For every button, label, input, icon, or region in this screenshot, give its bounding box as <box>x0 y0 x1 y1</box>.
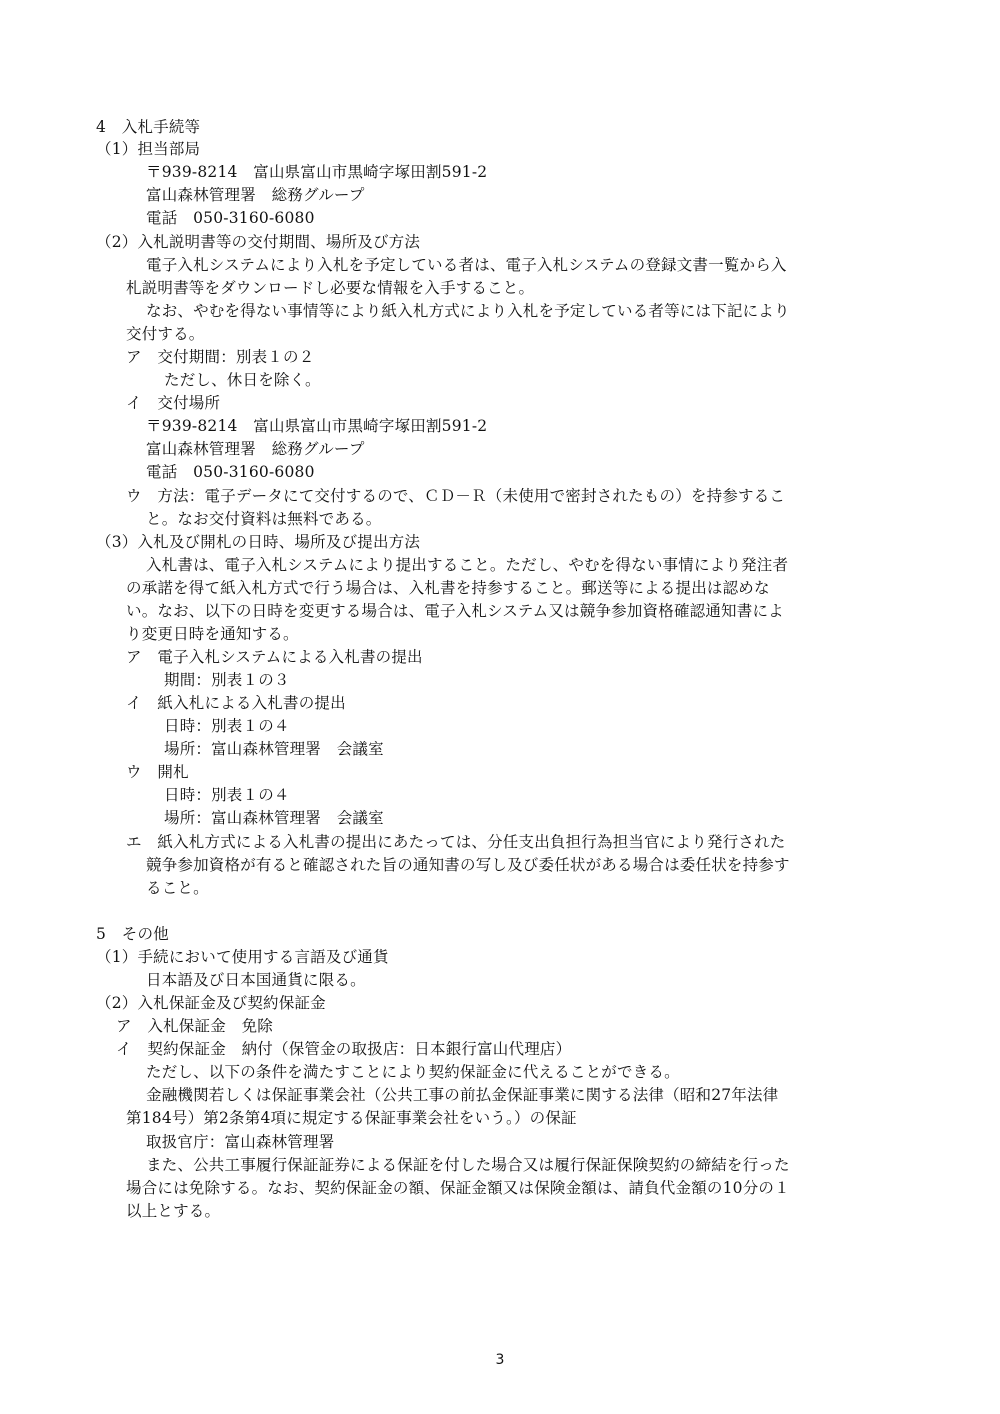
list-item-continuation: ること。 <box>146 879 209 897</box>
list-item: ア 電子入札システムによる入札書の提出 <box>126 648 423 666</box>
section-heading: 4 入札手続等 <box>96 118 201 136</box>
phone-line: 電話 050-3160-6080 <box>146 463 315 481</box>
paragraph-line: の承諾を得て紙入札方式で行う場合は、入札書を持参すること。郵送等による提出は認めな <box>126 579 770 597</box>
office-line: 富山森林管理署 総務グループ <box>146 186 365 204</box>
office-line: 富山森林管理署 総務グループ <box>146 440 365 458</box>
list-item-detail: 期間：別表１の３ <box>164 671 290 689</box>
subsection-heading: （2）入札説明書等の交付期間、場所及び方法 <box>96 233 421 251</box>
list-item-detail: ただし、休日を除く。 <box>164 371 321 389</box>
list-item: ウ 方法：電子データにて交付するので、ＣＤ－Ｒ（未使用で密封されたもの）を持参するこ <box>126 487 786 505</box>
list-item: ウ 開札 <box>126 763 189 781</box>
subsection-heading: （1）担当部局 <box>96 140 201 158</box>
paragraph-line: 金融機関若しくは保証事業会社（公共工事の前払金保証事業に関する法律（昭和27年法律 <box>146 1086 779 1104</box>
list-item-detail: 場所：富山森林管理署 会議室 <box>164 740 384 758</box>
phone-line: 電話 050-3160-6080 <box>146 209 315 227</box>
list-item-detail: 日時：別表１の４ <box>164 717 290 735</box>
list-item: イ 紙入札による入札書の提出 <box>126 694 346 712</box>
list-item-continuation: 競争参加資格が有ると確認された旨の通知書の写し及び委任状がある場合は委任状を持参す <box>146 856 790 874</box>
paragraph-line: 電子入札システムにより入札を予定している者は、電子入札システムの登録文書一覧から入 <box>146 256 787 274</box>
address-line: 〒939-8214 富山県富山市黒崎字塚田割591-2 <box>146 417 488 435</box>
paragraph-line: 交付する。 <box>126 325 205 343</box>
address-line: 〒939-8214 富山県富山市黒崎字塚田割591-2 <box>146 163 488 181</box>
paragraph-line: 第184号）第2条第4項に規定する保証事業会社をいう。）の保証 <box>126 1109 577 1127</box>
paragraph-line: 日本語及び日本国通貨に限る。 <box>146 971 366 989</box>
paragraph-line: り変更日時を通知する。 <box>126 625 299 643</box>
paragraph-line: また、公共工事履行保証証券による保証を付した場合又は履行保証保険契約の締結を行った <box>146 1156 790 1174</box>
subsection-heading: （1）手続において使用する言語及び通貨 <box>96 948 389 966</box>
paragraph-line: 入札書は、電子入札システムにより提出すること。ただし、やむを得ない事情により発注者 <box>146 556 789 574</box>
list-item-detail: 場所：富山森林管理署 会議室 <box>164 809 384 827</box>
paragraph-line: 以上とする。 <box>126 1202 221 1220</box>
paragraph-line: 取扱官庁：富山森林管理署 <box>146 1133 335 1151</box>
list-item: ア 交付期間：別表１の２ <box>126 348 315 366</box>
list-item: イ 契約保証金 納付（保管金の取扱店：日本銀行富山代理店） <box>116 1040 572 1058</box>
paragraph-line: い。なお、以下の日時を変更する場合は、電子入札システム又は競争参加資格確認通知書によ <box>126 602 784 620</box>
paragraph-line: ただし、以下の条件を満たすことにより契約保証金に代えることができる。 <box>146 1063 680 1081</box>
paragraph-line: 場合には免除する。なお、契約保証金の額、保証金額又は保険金額は、請負代金額の10分の１ <box>126 1179 790 1197</box>
subsection-heading: （2）入札保証金及び契約保証金 <box>96 994 326 1012</box>
list-item: イ 交付場所 <box>126 394 221 412</box>
page-number: 3 <box>495 1352 505 1368</box>
list-item-detail: 日時：別表１の４ <box>164 786 290 804</box>
section-heading: 5 その他 <box>96 925 169 943</box>
list-item: ア 入札保証金 免除 <box>116 1017 274 1035</box>
list-item: エ 紙入札方式による入札書の提出にあたっては、分任支出負担行為担当官により発行された <box>126 833 786 851</box>
paragraph-line: なお、やむを得ない事情等により紙入札方式により入札を予定している者等には下記により <box>146 302 790 320</box>
subsection-heading: （3）入札及び開札の日時、場所及び提出方法 <box>96 533 421 551</box>
paragraph-line: 札説明書等をダウンロードし必要な情報を入手すること。 <box>126 279 535 297</box>
list-item-continuation: と。なお交付資料は無料である。 <box>146 510 382 528</box>
